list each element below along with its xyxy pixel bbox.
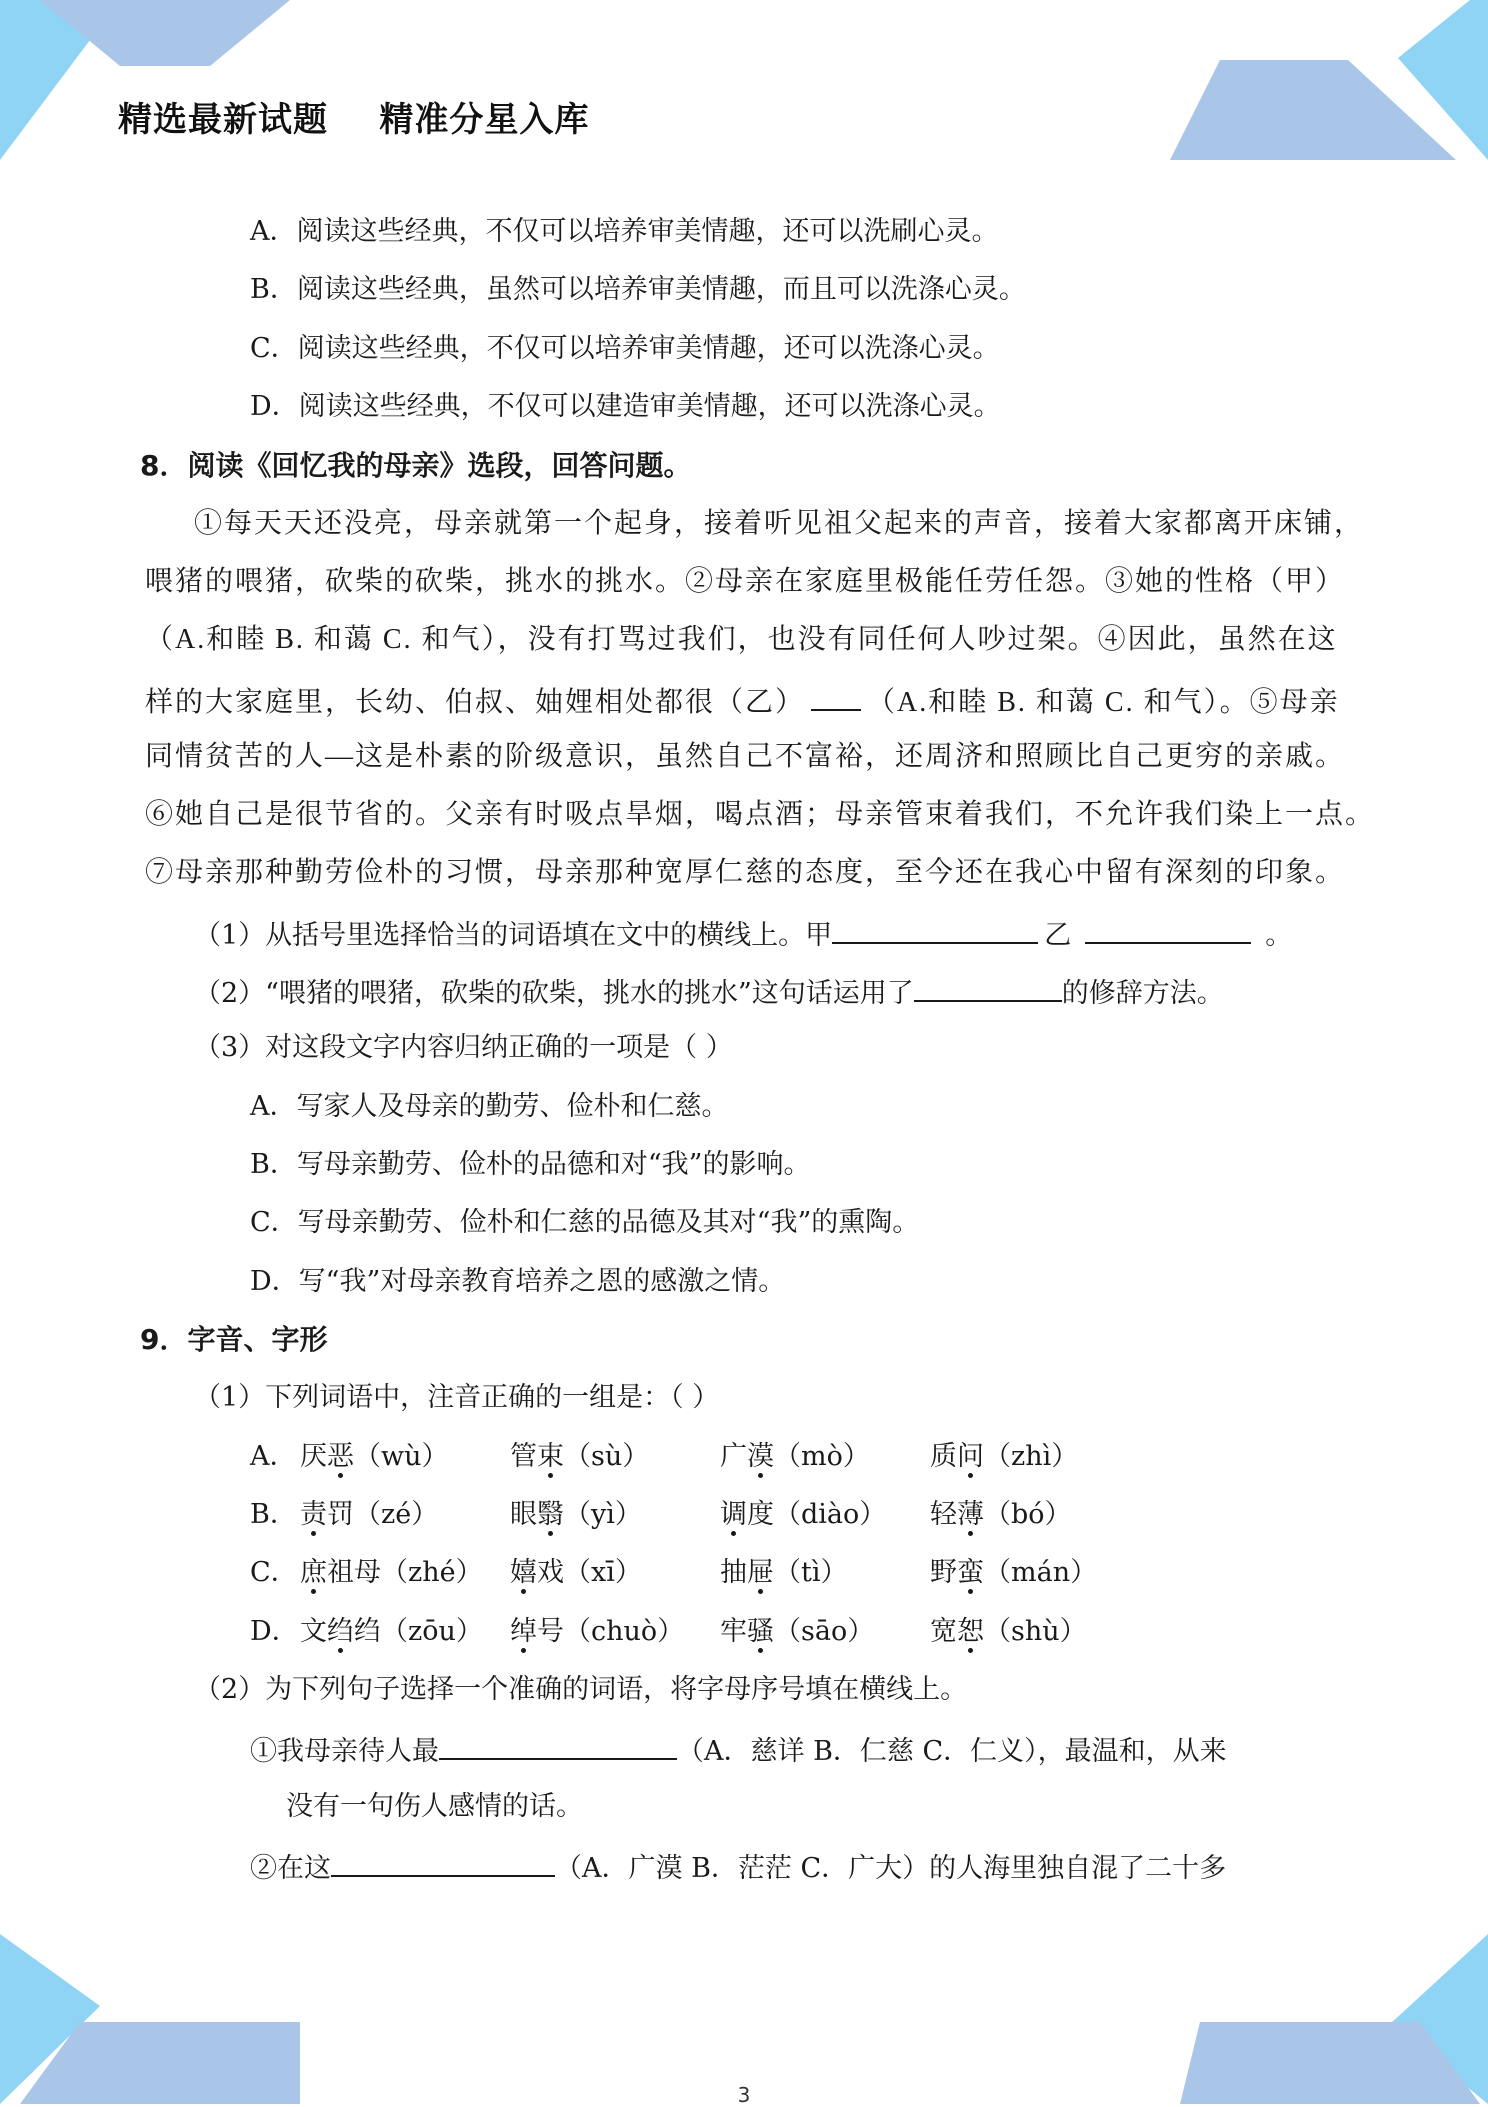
blank-yi-inline[interactable] — [811, 679, 861, 711]
decor-top-left — [0, 0, 300, 170]
pinyin-target-char: 屉 — [747, 1557, 774, 1588]
pinyin-word-prefix: 牢 — [720, 1616, 747, 1647]
q7-option-a: A．阅读这些经典，不仅可以培养审美情趣，还可以洗刷心灵。 — [250, 216, 999, 247]
pinyin-row-label: D． — [250, 1616, 299, 1647]
pinyin-word-suffix: （bó） — [984, 1499, 1072, 1530]
pinyin-target-char: 恶 — [327, 1441, 354, 1472]
q8-sub2-end: 的修辞方法。 — [1061, 978, 1224, 1009]
pinyin-word — [300, 1437, 449, 1477]
q8-passage-line-4-options: （A.和睦 B. 和蔼 C. 和气）。⑤母亲 — [867, 687, 1340, 718]
pinyin-word — [510, 1612, 684, 1652]
pinyin-target-char: 绰 — [510, 1616, 537, 1647]
q8-sub1-yi: 乙 — [1044, 920, 1072, 951]
pinyin-word — [510, 1495, 642, 1535]
pinyin-row-label: B． — [250, 1499, 297, 1530]
pinyin-target-char: 骚 — [747, 1616, 774, 1647]
pinyin-word-suffix: （sāo） — [774, 1616, 875, 1647]
q8-passage-line-4-text: 样的大家庭里，长幼、伯叔、妯娌相处都很（乙） — [145, 687, 806, 718]
q9-sentence-1 — [250, 1728, 1488, 1772]
pinyin-word-prefix: 管 — [510, 1441, 537, 1472]
pinyin-target-char: 调 — [720, 1499, 747, 1530]
pinyin-target-char: 绉 — [327, 1616, 354, 1647]
pinyin-word-suffix: （yì） — [564, 1499, 642, 1530]
q8-sub3-option-d: D．写“我”对母亲教育培养之恩的感激之情。 — [250, 1266, 786, 1297]
pinyin-word — [300, 1495, 438, 1535]
decor-bottom-left — [0, 1934, 310, 2104]
pinyin-target-char: 问 — [957, 1441, 984, 1472]
q8-passage-line-4 — [145, 679, 1488, 723]
q9-sub1: （1）下列词语中，注音正确的一组是：（ ） — [194, 1382, 720, 1413]
blank-jia[interactable] — [832, 912, 1038, 944]
pinyin-word — [300, 1553, 483, 1593]
q8-sub2 — [194, 970, 1488, 1014]
page-number: 3 — [737, 2083, 751, 2107]
pinyin-word — [930, 1553, 1097, 1593]
pinyin-word-suffix: （wù） — [354, 1441, 449, 1472]
pinyin-target-char: 庶 — [300, 1557, 327, 1588]
q8-sub3-option-b: B．写母亲勤劳、俭朴的品德和对“我”的影响。 — [250, 1149, 811, 1180]
pinyin-word-suffix: 度（diào） — [747, 1499, 887, 1530]
q8-title: 8．阅读《回忆我的母亲》选段，回答问题。 — [140, 449, 692, 482]
pinyin-target-char: 恕 — [957, 1616, 984, 1647]
blank-s1[interactable] — [439, 1728, 677, 1760]
blank-yi[interactable] — [1085, 912, 1251, 944]
pinyin-row — [0, 1437, 1488, 1477]
q8-sub3-option-a: A．写家人及母亲的勤劳、俭朴和仁慈。 — [250, 1091, 729, 1122]
pinyin-row-label: A． — [250, 1441, 297, 1472]
pinyin-word-prefix: 广 — [720, 1441, 747, 1472]
pinyin-target-char: 薄 — [957, 1499, 984, 1530]
q9-s1-options: （A．慈详 B．仁慈 C．仁义），最温和，从来 — [677, 1736, 1227, 1767]
q8-passage-line-7: ⑦母亲那种勤劳俭朴的习惯，母亲那种宽厚仁慈的态度，至今还在我心中留有深刻的印象。 — [145, 857, 1346, 888]
pinyin-word-suffix: （sù） — [564, 1441, 650, 1472]
q8-passage-line-1: ①每天天还没亮，母亲就第一个起身，接着听见祖父起来的声音，接着大家都离开床铺， — [194, 508, 1365, 539]
pinyin-row — [0, 1553, 1488, 1593]
pinyin-word-prefix: 轻 — [930, 1499, 957, 1530]
pinyin-word-suffix: （mò） — [774, 1441, 870, 1472]
q8-passage-line-3: （A.和睦 B. 和蔼 C. 和气），没有打骂过我们，也没有同任何人吵过架。④因此，虽然在这 — [145, 624, 1338, 655]
pinyin-word-suffix: 罚（zé） — [327, 1499, 439, 1530]
pinyin-target-char: 蛮 — [957, 1557, 984, 1588]
pinyin-word-prefix: 质 — [930, 1441, 957, 1472]
pinyin-word-suffix: （shù） — [984, 1616, 1087, 1647]
pinyin-word — [720, 1495, 886, 1535]
pinyin-target-char: 束 — [537, 1441, 564, 1472]
pinyin-word-suffix: （tì） — [774, 1557, 848, 1588]
pinyin-word — [720, 1612, 874, 1652]
q9-s2-start: ②在这 — [250, 1853, 331, 1884]
q9-sentence-1-cont: 没有一句伤人感情的话。 — [286, 1791, 583, 1822]
q7-option-d: D．阅读这些经典，不仅可以建造审美情趣，还可以洗涤心灵。 — [250, 391, 1001, 422]
q8-passage-line-2: 喂猪的喂猪，砍柴的砍柴，挑水的挑水。②母亲在家庭里极能任劳任怨。③她的性格（甲） — [145, 566, 1346, 597]
pinyin-word-prefix: 抽 — [720, 1557, 747, 1588]
pinyin-row-label: C． — [250, 1557, 298, 1588]
blank-s2[interactable] — [331, 1845, 555, 1877]
pinyin-word-suffix: 号（chuò） — [537, 1616, 685, 1647]
pinyin-word — [510, 1553, 642, 1593]
blank-rhetoric[interactable] — [914, 970, 1062, 1002]
q8-sub3: （3）对这段文字内容归纳正确的一项是（ ） — [194, 1032, 733, 1063]
q9-s1-start: ①我母亲待人最 — [250, 1736, 439, 1767]
q8-sub1-end: 。 — [1265, 920, 1293, 951]
pinyin-word-suffix: （mán） — [984, 1557, 1098, 1588]
q8-sub1-text: （1）从括号里选择恰当的词语填在文中的横线上。甲 — [194, 920, 833, 951]
pinyin-word — [930, 1495, 1072, 1535]
q7-option-c: C．阅读这些经典，不仅可以培养审美情趣，还可以洗涤心灵。 — [250, 333, 1000, 364]
q9-title: 9．字音、字形 — [140, 1323, 328, 1356]
pinyin-word — [720, 1553, 848, 1593]
page-header-title: 精选最新试题 精准分星入库 — [118, 100, 590, 140]
pinyin-target-char: 责 — [300, 1499, 327, 1530]
pinyin-word-suffix: （zhì） — [984, 1441, 1079, 1472]
pinyin-word — [300, 1612, 483, 1652]
q8-passage-line-6: ⑥她自己是很节省的。父亲有时吸点旱烟，喝点酒；母亲管束着我们，不允许我们染上一点。 — [145, 799, 1376, 830]
q8-sub3-option-c: C．写母亲勤劳、俭朴和仁慈的品德及其对“我”的熏陶。 — [250, 1207, 920, 1238]
q9-s2-options: （A．广漠 B．茫茫 C．广大）的人海里独自混了二十多 — [555, 1853, 1227, 1884]
q8-passage-line-5: 同情贫苦的人—这是朴素的阶级意识，虽然自己不富裕，还周济和照顾比自己更穷的亲戚。 — [145, 741, 1346, 772]
q7-option-b: B．阅读这些经典，虽然可以培养审美情趣，而且可以洗涤心灵。 — [250, 274, 1026, 305]
pinyin-word-prefix: 眼 — [510, 1499, 537, 1530]
pinyin-word-suffix: 祖母（zhé） — [327, 1557, 483, 1588]
pinyin-word-prefix: 宽 — [930, 1616, 957, 1647]
decor-bottom-right — [1180, 1934, 1488, 2104]
pinyin-word-prefix: 厌 — [300, 1441, 327, 1472]
pinyin-word-suffix: 绉（zōu） — [354, 1616, 483, 1647]
decor-top-right — [1170, 0, 1488, 170]
pinyin-target-char: 嬉 — [510, 1557, 537, 1588]
pinyin-word — [930, 1437, 1078, 1477]
pinyin-word — [930, 1612, 1087, 1652]
q9-sentence-2 — [250, 1845, 1488, 1889]
pinyin-word-prefix: 文 — [300, 1616, 327, 1647]
pinyin-row — [0, 1495, 1488, 1535]
q8-sub2-text: （2）“喂猪的喂猪，砍柴的砍柴，挑水的挑水”这句话运用了 — [194, 978, 914, 1009]
pinyin-target-char: 翳 — [537, 1499, 564, 1530]
pinyin-word-suffix: 戏（xī） — [537, 1557, 642, 1588]
q9-sub2: （2）为下列句子选择一个准确的词语，将字母序号填在横线上。 — [194, 1674, 968, 1705]
pinyin-word — [720, 1437, 870, 1477]
pinyin-word — [510, 1437, 649, 1477]
pinyin-target-char: 漠 — [747, 1441, 774, 1472]
pinyin-word-prefix: 野 — [930, 1557, 957, 1588]
q8-sub1 — [194, 912, 1488, 956]
pinyin-row — [0, 1612, 1488, 1652]
